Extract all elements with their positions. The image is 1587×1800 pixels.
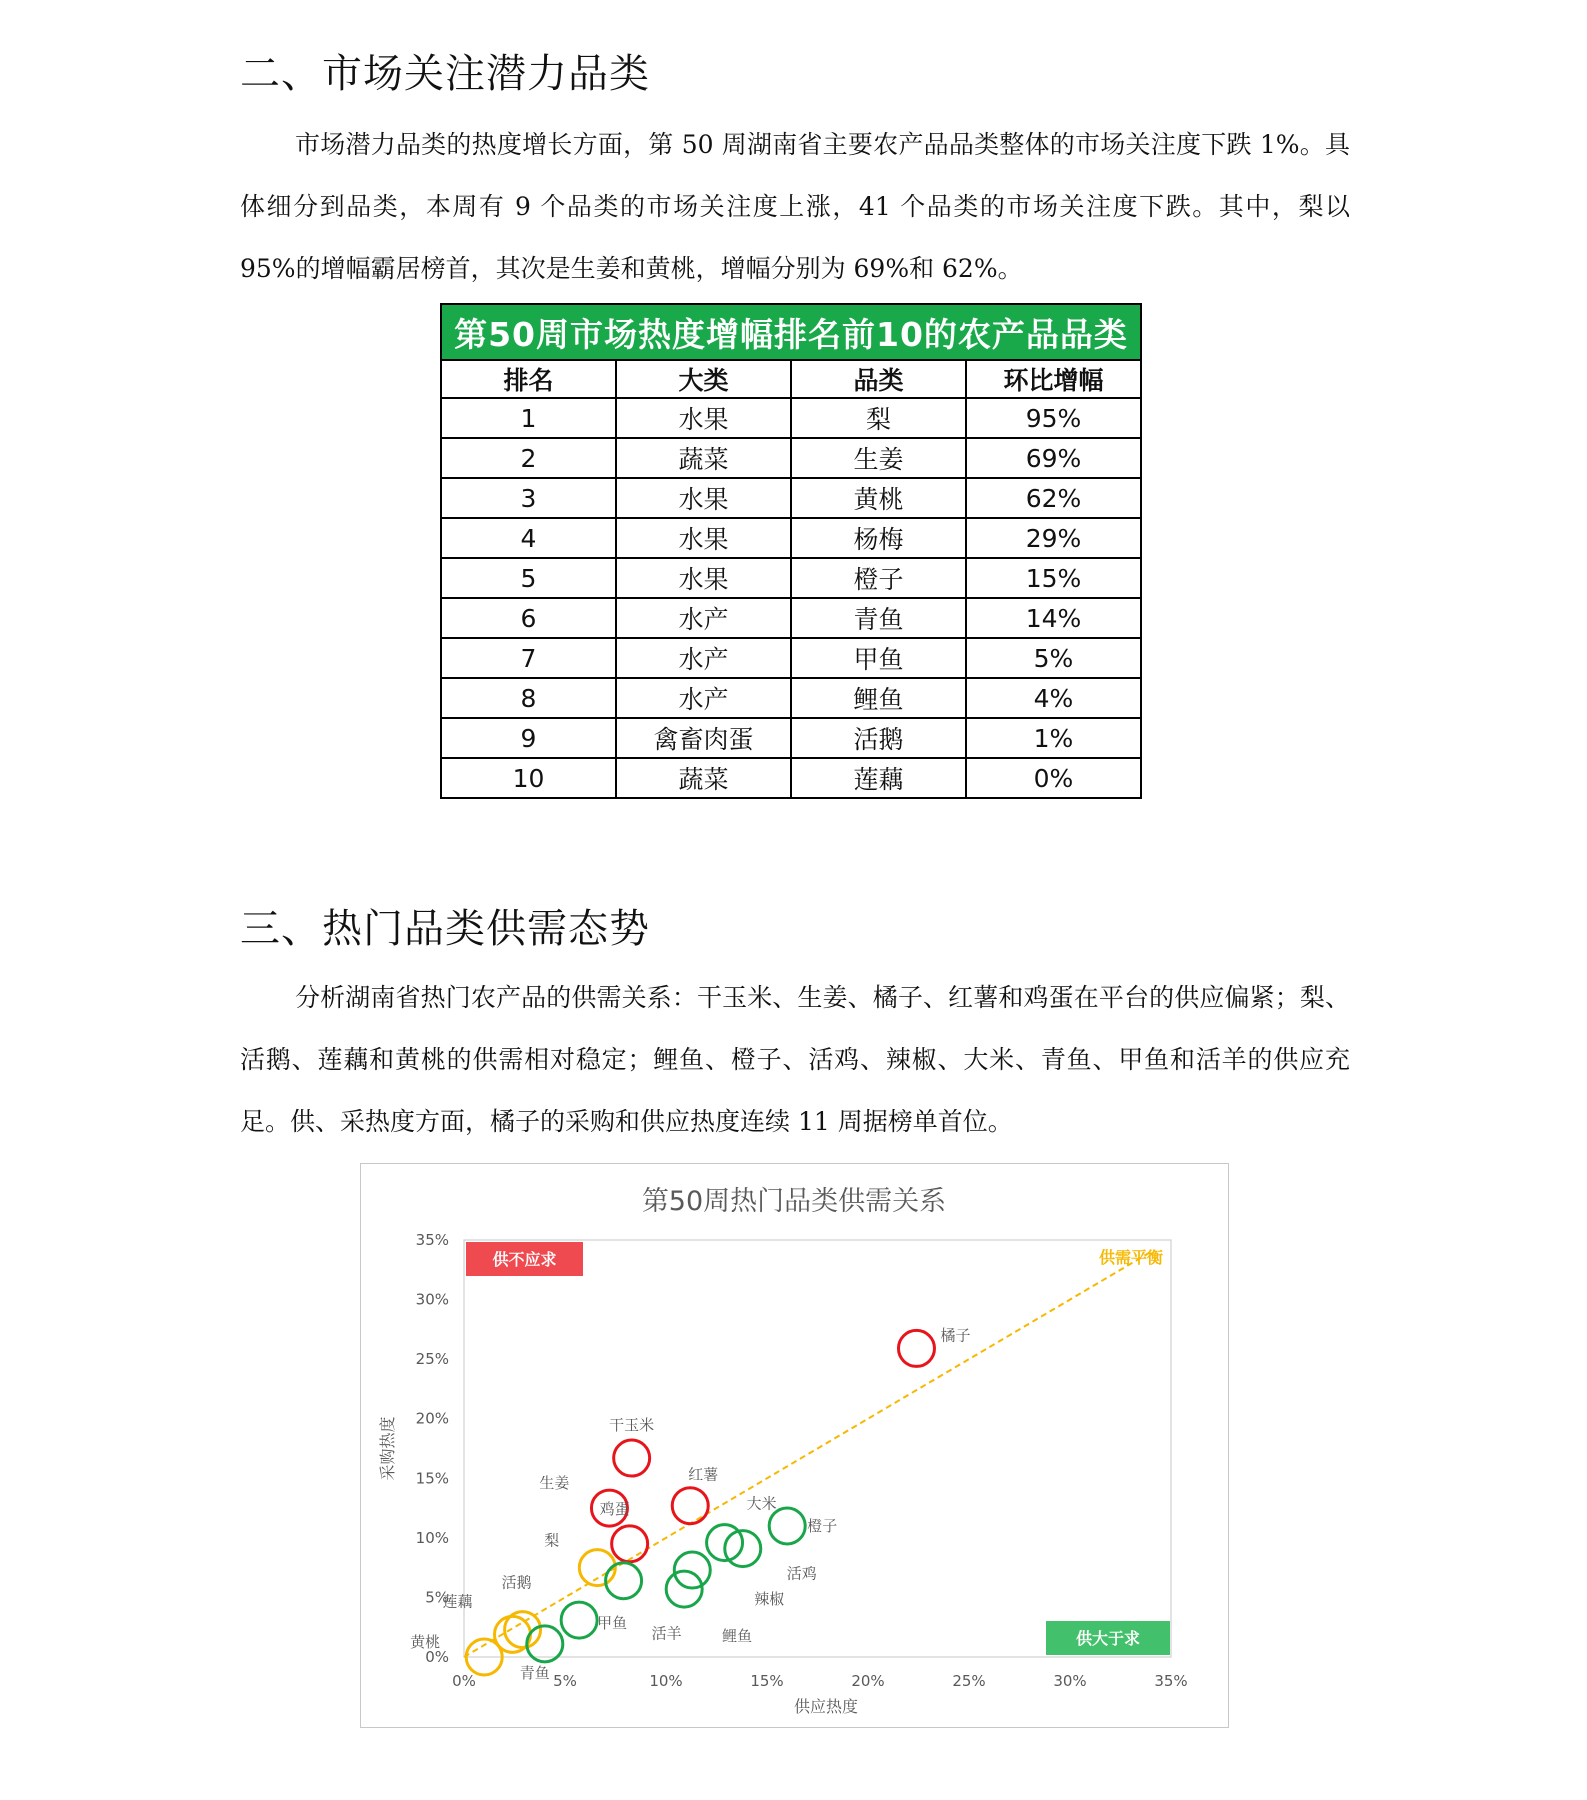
cell-growth: 14% bbox=[966, 598, 1141, 638]
cell-product: 杨梅 bbox=[791, 518, 966, 558]
cell-category: 水产 bbox=[616, 678, 791, 718]
point-label: 橙子 bbox=[807, 1516, 838, 1535]
point-tight bbox=[672, 1488, 708, 1524]
y-tick-label: 15% bbox=[415, 1469, 449, 1488]
cell-rank: 2 bbox=[441, 438, 616, 478]
cell-rank: 3 bbox=[441, 478, 616, 518]
point-label: 青鱼 bbox=[519, 1663, 550, 1682]
cell-category: 水产 bbox=[616, 598, 791, 638]
table-row bbox=[441, 558, 1141, 598]
column-header-growth: 环比增幅 bbox=[966, 360, 1141, 398]
column-header-rank: 排名 bbox=[441, 360, 616, 398]
point-label: 红薯 bbox=[688, 1465, 719, 1484]
table-row bbox=[441, 678, 1141, 718]
chart-canvas bbox=[361, 1164, 1228, 1727]
y-axis-label: 采购热度 bbox=[378, 1416, 397, 1481]
point-label: 活鸡 bbox=[786, 1564, 817, 1583]
cell-growth: 4% bbox=[966, 678, 1141, 718]
cell-product: 甲鱼 bbox=[791, 638, 966, 678]
point-label: 甲鱼 bbox=[597, 1614, 628, 1633]
zone-label-shortage: 供不应求 bbox=[492, 1250, 557, 1269]
column-header-category: 大类 bbox=[616, 360, 791, 398]
cell-product: 橙子 bbox=[791, 558, 966, 598]
point-label: 辣椒 bbox=[754, 1590, 785, 1609]
x-tick-label: 10% bbox=[649, 1672, 683, 1690]
cell-rank: 6 bbox=[441, 598, 616, 638]
point-sufficient bbox=[666, 1571, 702, 1607]
cell-rank: 7 bbox=[441, 638, 616, 678]
table-row bbox=[441, 718, 1141, 758]
point-sufficient bbox=[674, 1552, 710, 1588]
point-label: 鲤鱼 bbox=[722, 1627, 753, 1646]
section-heading-market-potential: 二、市场关注潜力品类 bbox=[240, 51, 650, 97]
point-label: 梨 bbox=[544, 1531, 560, 1550]
point-sufficient bbox=[769, 1508, 805, 1544]
cell-growth: 29% bbox=[966, 518, 1141, 558]
table-row bbox=[441, 638, 1141, 678]
cell-category: 水果 bbox=[616, 478, 791, 518]
cell-product: 鲤鱼 bbox=[791, 678, 966, 718]
balance-line bbox=[464, 1252, 1151, 1657]
section-heading-supply-demand: 三、热门品类供需态势 bbox=[240, 906, 650, 952]
cell-category: 禽畜肉蛋 bbox=[616, 718, 791, 758]
table-body bbox=[441, 398, 1141, 798]
table-title: 第50周市场热度增幅排名前10的农产品品类 bbox=[441, 304, 1141, 360]
cell-category: 蔬菜 bbox=[616, 438, 791, 478]
point-tight bbox=[614, 1440, 650, 1476]
cell-category: 蔬菜 bbox=[616, 758, 791, 798]
y-tick-label: 25% bbox=[415, 1350, 449, 1369]
supply-demand-chart bbox=[360, 1163, 1229, 1728]
point-label: 生姜 bbox=[539, 1474, 570, 1493]
column-header-product: 品类 bbox=[791, 360, 966, 398]
cell-rank: 1 bbox=[441, 398, 616, 438]
point-tight bbox=[612, 1526, 648, 1562]
x-axis-label: 供应热度 bbox=[793, 1697, 859, 1716]
y-tick-label: 5% bbox=[425, 1588, 449, 1607]
zone-label-surplus: 供大于求 bbox=[1075, 1629, 1141, 1648]
point-sufficient bbox=[561, 1602, 597, 1638]
point-label: 莲藕 bbox=[442, 1592, 473, 1611]
point-label: 活鹅 bbox=[501, 1573, 532, 1592]
cell-category: 水产 bbox=[616, 638, 791, 678]
cell-product: 青鱼 bbox=[791, 598, 966, 638]
point-label: 大米 bbox=[746, 1494, 777, 1513]
y-tick-label: 35% bbox=[415, 1231, 449, 1249]
y-tick-label: 30% bbox=[415, 1290, 449, 1309]
cell-product: 生姜 bbox=[791, 438, 966, 478]
supply-demand-paragraph: 分析湖南省热门农产品的供需关系：干玉米、生姜、橘子、红薯和鸡蛋在平台的供应偏紧；梨、活鹅、莲藕和黄桃的供需相对稳定；鲤鱼、橙子、活鸡、辣椒、大米、青鱼、甲鱼和活羊的供应充足。供、采热度方面，橘子的采购和供应热度连续 11 周据榜单首位。 bbox=[240, 983, 1350, 1136]
x-tick-label: 30% bbox=[1053, 1672, 1087, 1690]
market-potential-paragraph: 市场潜力品类的热度增长方面，第 50 周湖南省主要农产品品类整体的市场关注度下跌 1%。具体细分到品类，本周有 9 个品类的市场关注度上涨，41 个品类的市场关注度下跌。其中，梨以 95%的增幅霸居榜首，其次是生姜和黄桃，增幅分别为 69%和 62%。 bbox=[240, 130, 1350, 283]
cell-category: 水果 bbox=[616, 398, 791, 438]
table-row bbox=[441, 758, 1141, 798]
cell-rank: 5 bbox=[441, 558, 616, 598]
cell-growth: 95% bbox=[966, 398, 1141, 438]
y-tick-label: 10% bbox=[415, 1528, 449, 1547]
point-label: 橘子 bbox=[940, 1326, 971, 1345]
cell-growth: 62% bbox=[966, 478, 1141, 518]
point-label: 活羊 bbox=[651, 1624, 682, 1643]
x-tick-label: 15% bbox=[750, 1672, 784, 1690]
growth-ranking-table bbox=[440, 303, 1142, 799]
cell-growth: 5% bbox=[966, 638, 1141, 678]
cell-growth: 69% bbox=[966, 438, 1141, 478]
cell-product: 活鹅 bbox=[791, 718, 966, 758]
point-tight bbox=[898, 1330, 934, 1366]
table-row bbox=[441, 518, 1141, 558]
table-row bbox=[441, 598, 1141, 638]
x-tick-label: 35% bbox=[1154, 1672, 1188, 1690]
cell-category: 水果 bbox=[616, 558, 791, 598]
cell-growth: 15% bbox=[966, 558, 1141, 598]
cell-rank: 10 bbox=[441, 758, 616, 798]
cell-product: 黄桃 bbox=[791, 478, 966, 518]
balance-line-label: 供需平衡 bbox=[1098, 1248, 1163, 1267]
cell-growth: 0% bbox=[966, 758, 1141, 798]
table-row bbox=[441, 438, 1141, 478]
cell-rank: 4 bbox=[441, 518, 616, 558]
point-label: 黄桃 bbox=[410, 1633, 441, 1651]
x-tick-label: 5% bbox=[553, 1672, 577, 1690]
y-tick-label: 20% bbox=[415, 1409, 449, 1428]
table-header-row bbox=[441, 360, 1141, 398]
table-row bbox=[441, 478, 1141, 518]
x-tick-label: 20% bbox=[851, 1672, 885, 1690]
point-label: 鸡蛋 bbox=[599, 1499, 630, 1518]
point-label: 干玉米 bbox=[609, 1416, 655, 1435]
x-tick-label: 0% bbox=[452, 1672, 476, 1690]
y-tick-label: 0% bbox=[425, 1648, 449, 1666]
cell-product: 莲藕 bbox=[791, 758, 966, 798]
cell-rank: 8 bbox=[441, 678, 616, 718]
cell-category: 水果 bbox=[616, 518, 791, 558]
x-tick-label: 25% bbox=[952, 1672, 986, 1690]
chart-title: 第50周热门品类供需关系 bbox=[641, 1186, 947, 1217]
cell-growth: 1% bbox=[966, 718, 1141, 758]
table-row bbox=[441, 398, 1141, 438]
cell-product: 梨 bbox=[791, 398, 966, 438]
cell-rank: 9 bbox=[441, 718, 616, 758]
